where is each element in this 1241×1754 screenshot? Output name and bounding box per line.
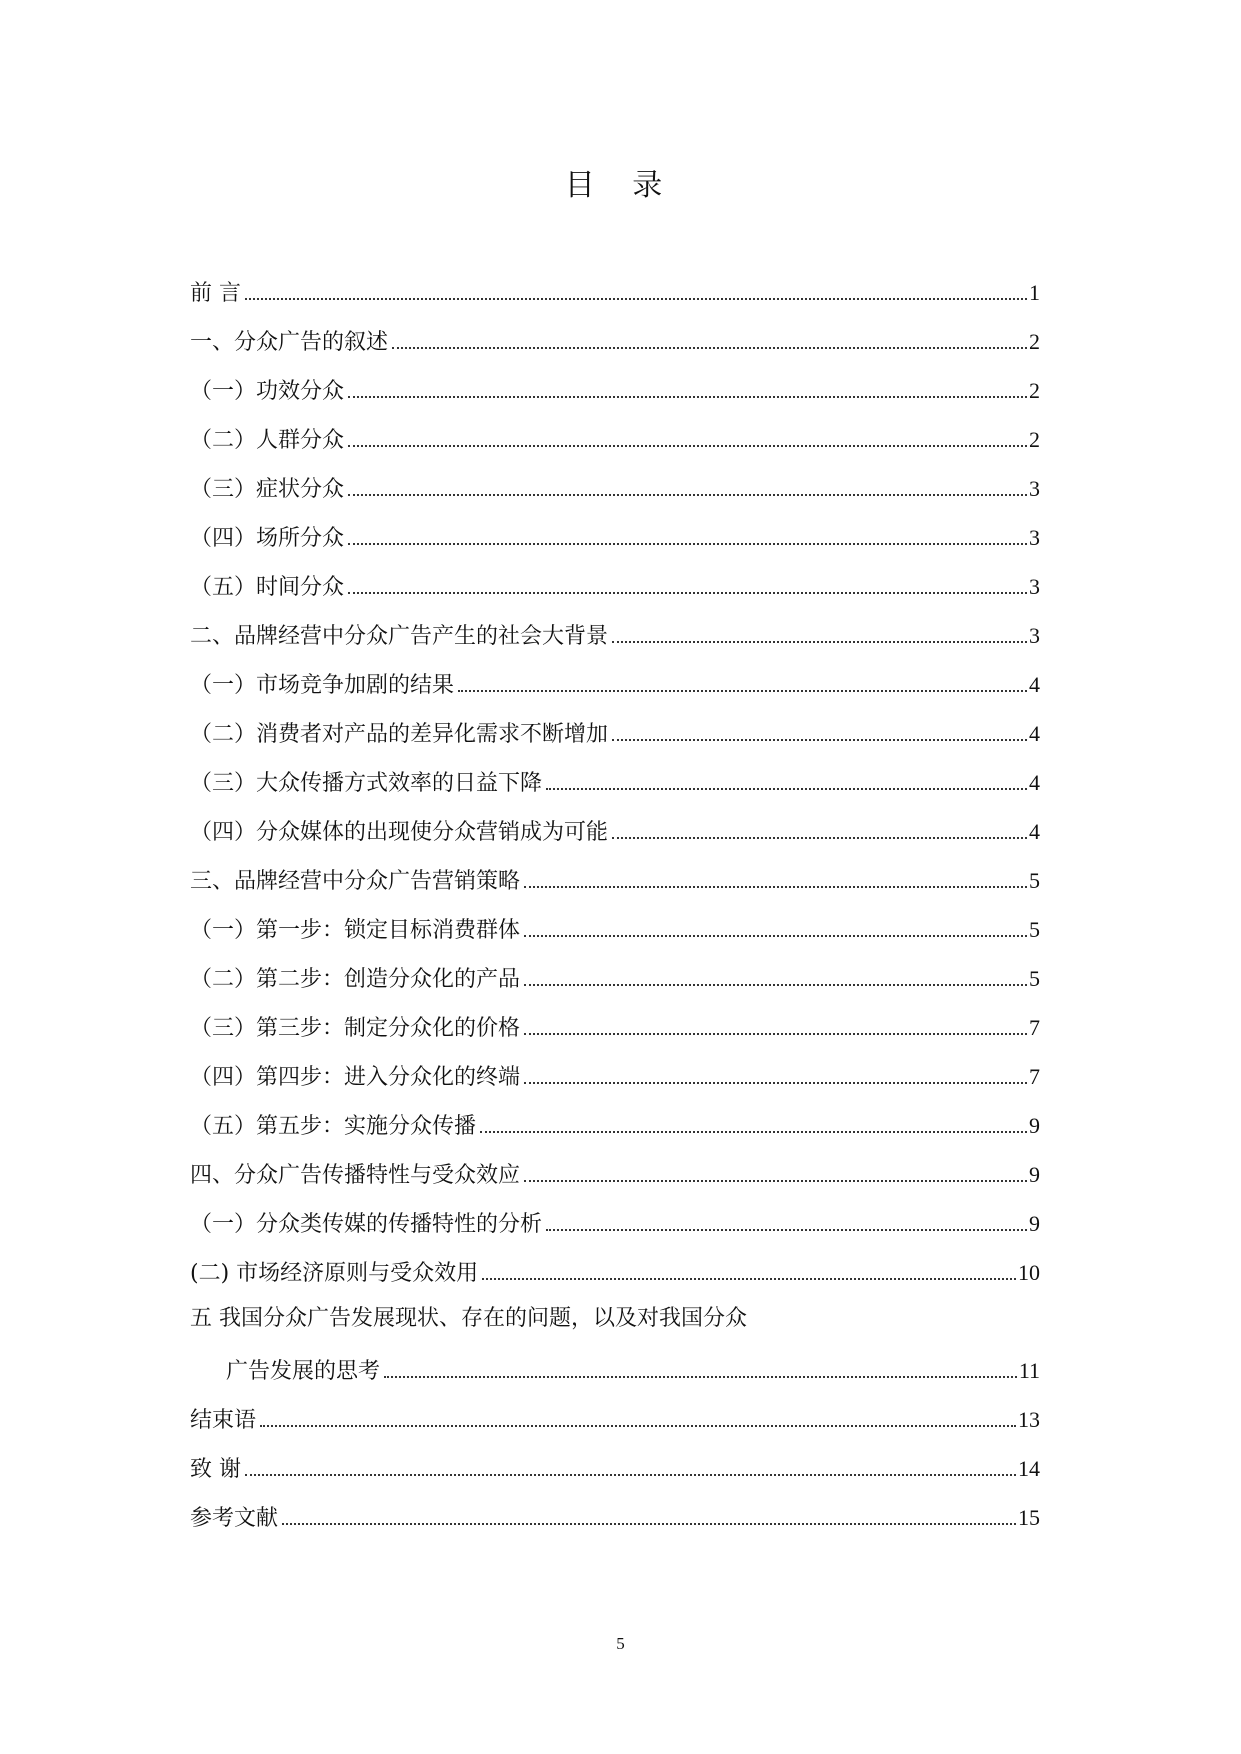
toc-entry-page: 4 [1029, 672, 1040, 697]
toc-entry[interactable] [190, 1152, 1040, 1201]
leader-dots [546, 760, 1027, 790]
leader-dots [524, 956, 1027, 986]
toc-entry[interactable] [190, 1250, 1040, 1299]
toc-entry-label: （三）第三步：制定分众化的价格 [190, 1016, 521, 1041]
toc-entry-label: 广告发展的思考 [226, 1359, 381, 1384]
toc-entry-page: 9 [1029, 1211, 1040, 1236]
toc-entry-page: 4 [1029, 770, 1040, 795]
toc-entry[interactable] [190, 1201, 1040, 1250]
toc-entry[interactable] [190, 760, 1040, 809]
toc-entry[interactable] [190, 270, 1040, 319]
toc-entry-page: 5 [1029, 868, 1040, 893]
toc-entry[interactable] [190, 858, 1040, 907]
toc-entry-label: （四）场所分众 [190, 526, 345, 551]
toc-entry-page: 5 [1029, 917, 1040, 942]
toc-entry-page: 9 [1029, 1162, 1040, 1187]
toc-entry-page: 7 [1029, 1015, 1040, 1040]
toc-entry-page: 11 [1018, 1358, 1040, 1383]
leader-dots [480, 1103, 1027, 1133]
toc-entry[interactable] [190, 1299, 1040, 1348]
toc-entry-label: （一）分众类传媒的传播特性的分析 [190, 1212, 543, 1237]
toc-entry-label: 五 我国分众广告发展现状、存在的问题，以及对我国分众 [190, 1306, 747, 1331]
toc-entry[interactable] [190, 1446, 1040, 1495]
toc-entry-page: 3 [1029, 476, 1040, 501]
toc-entry-label: 结束语 [190, 1408, 257, 1433]
toc-entry-label: 一、分众广告的叙述 [190, 330, 389, 355]
toc-entry[interactable] [190, 809, 1040, 858]
toc-entry[interactable] [190, 907, 1040, 956]
toc-entry-label: 参考文献 [190, 1506, 279, 1531]
table-of-contents [190, 270, 1040, 1544]
toc-entry-page: 3 [1029, 574, 1040, 599]
toc-entry[interactable] [190, 711, 1040, 760]
toc-entry-label: （五）第五步：实施分众传播 [190, 1114, 477, 1139]
toc-entry-label: 三、品牌经营中分众广告营销策略 [190, 869, 521, 894]
leader-dots [546, 1201, 1027, 1231]
toc-entry[interactable] [190, 466, 1040, 515]
leader-dots [348, 466, 1027, 496]
toc-entry[interactable] [190, 1397, 1040, 1446]
toc-entry-page: 2 [1029, 427, 1040, 452]
leader-dots [524, 1005, 1027, 1035]
toc-entry-page: 5 [1029, 966, 1040, 991]
toc-entry-label: （二）消费者对产品的差异化需求不断增加 [190, 722, 609, 747]
leader-dots [458, 662, 1027, 692]
toc-entry-label: （四）第四步：进入分众化的终端 [190, 1065, 521, 1090]
toc-entry-page: 3 [1029, 525, 1040, 550]
page-number: 5 [616, 1634, 625, 1653]
leader-dots [524, 907, 1027, 937]
toc-entry[interactable] [190, 368, 1040, 417]
toc-entry-label: （三）症状分众 [190, 477, 345, 502]
leader-dots [282, 1495, 1016, 1525]
leader-dots [348, 368, 1027, 398]
toc-entry[interactable] [190, 662, 1040, 711]
leader-dots [612, 711, 1027, 741]
toc-entry[interactable] [190, 1005, 1040, 1054]
toc-entry[interactable] [190, 613, 1040, 662]
toc-entry-label: （四）分众媒体的出现使分众营销成为可能 [190, 820, 609, 845]
toc-entry-label: 二、品牌经营中分众广告产生的社会大背景 [190, 624, 609, 649]
toc-entry-page: 4 [1029, 721, 1040, 746]
leader-dots [245, 270, 1027, 300]
toc-entry-label: （三）大众传播方式效率的日益下降 [190, 771, 543, 796]
toc-entry-label: （二）第二步：创造分众化的产品 [190, 967, 521, 992]
leader-dots [612, 613, 1027, 643]
toc-entry-label: 前 言 [190, 281, 241, 306]
toc-entry-label: （五）时间分众 [190, 575, 345, 600]
toc-entry-label: （一）功效分众 [190, 379, 345, 404]
leader-dots [524, 1054, 1027, 1084]
toc-entry[interactable] [190, 1054, 1040, 1103]
toc-entry-label: （一）第一步：锁定目标消费群体 [190, 918, 521, 943]
toc-entry[interactable] [190, 515, 1040, 564]
toc-entry-page: 10 [1018, 1260, 1040, 1285]
toc-entry-page: 2 [1029, 329, 1040, 354]
leader-dots [524, 858, 1027, 888]
toc-entry[interactable] [190, 319, 1040, 368]
toc-entry-page: 2 [1029, 378, 1040, 403]
toc-entry-page: 13 [1018, 1407, 1040, 1432]
toc-entry-label: 四、分众广告传播特性与受众效应 [190, 1163, 521, 1188]
toc-title: 目 录 [564, 168, 677, 203]
leader-dots [392, 319, 1027, 349]
leader-dots [524, 1152, 1027, 1182]
toc-entry[interactable] [190, 1348, 1040, 1397]
toc-entry[interactable] [190, 417, 1040, 466]
toc-entry-page: 15 [1018, 1505, 1040, 1530]
toc-entry[interactable] [190, 564, 1040, 613]
leader-dots [348, 417, 1027, 447]
toc-entry-label: (二) 市场经济原则与受众效用 [190, 1261, 479, 1286]
toc-entry-page: 7 [1029, 1064, 1040, 1089]
leader-dots [348, 564, 1027, 594]
toc-entry[interactable] [190, 956, 1040, 1005]
toc-entry[interactable] [190, 1103, 1040, 1152]
toc-entry-label: （一）市场竞争加剧的结果 [190, 673, 455, 698]
leader-dots [384, 1348, 1017, 1378]
leader-dots [612, 809, 1027, 839]
leader-dots [260, 1397, 1016, 1427]
toc-entry-page: 14 [1018, 1456, 1040, 1481]
leader-dots [245, 1446, 1016, 1476]
toc-entry-page: 9 [1029, 1113, 1040, 1138]
toc-entry[interactable] [190, 1495, 1040, 1544]
leader-dots [482, 1250, 1016, 1280]
toc-entry-page: 1 [1029, 280, 1040, 305]
toc-entry-label: （二）人群分众 [190, 428, 345, 453]
leader-dots [348, 515, 1027, 545]
toc-entry-page: 4 [1029, 819, 1040, 844]
toc-entry-label: 致 谢 [190, 1457, 241, 1482]
toc-entry-page: 3 [1029, 623, 1040, 648]
